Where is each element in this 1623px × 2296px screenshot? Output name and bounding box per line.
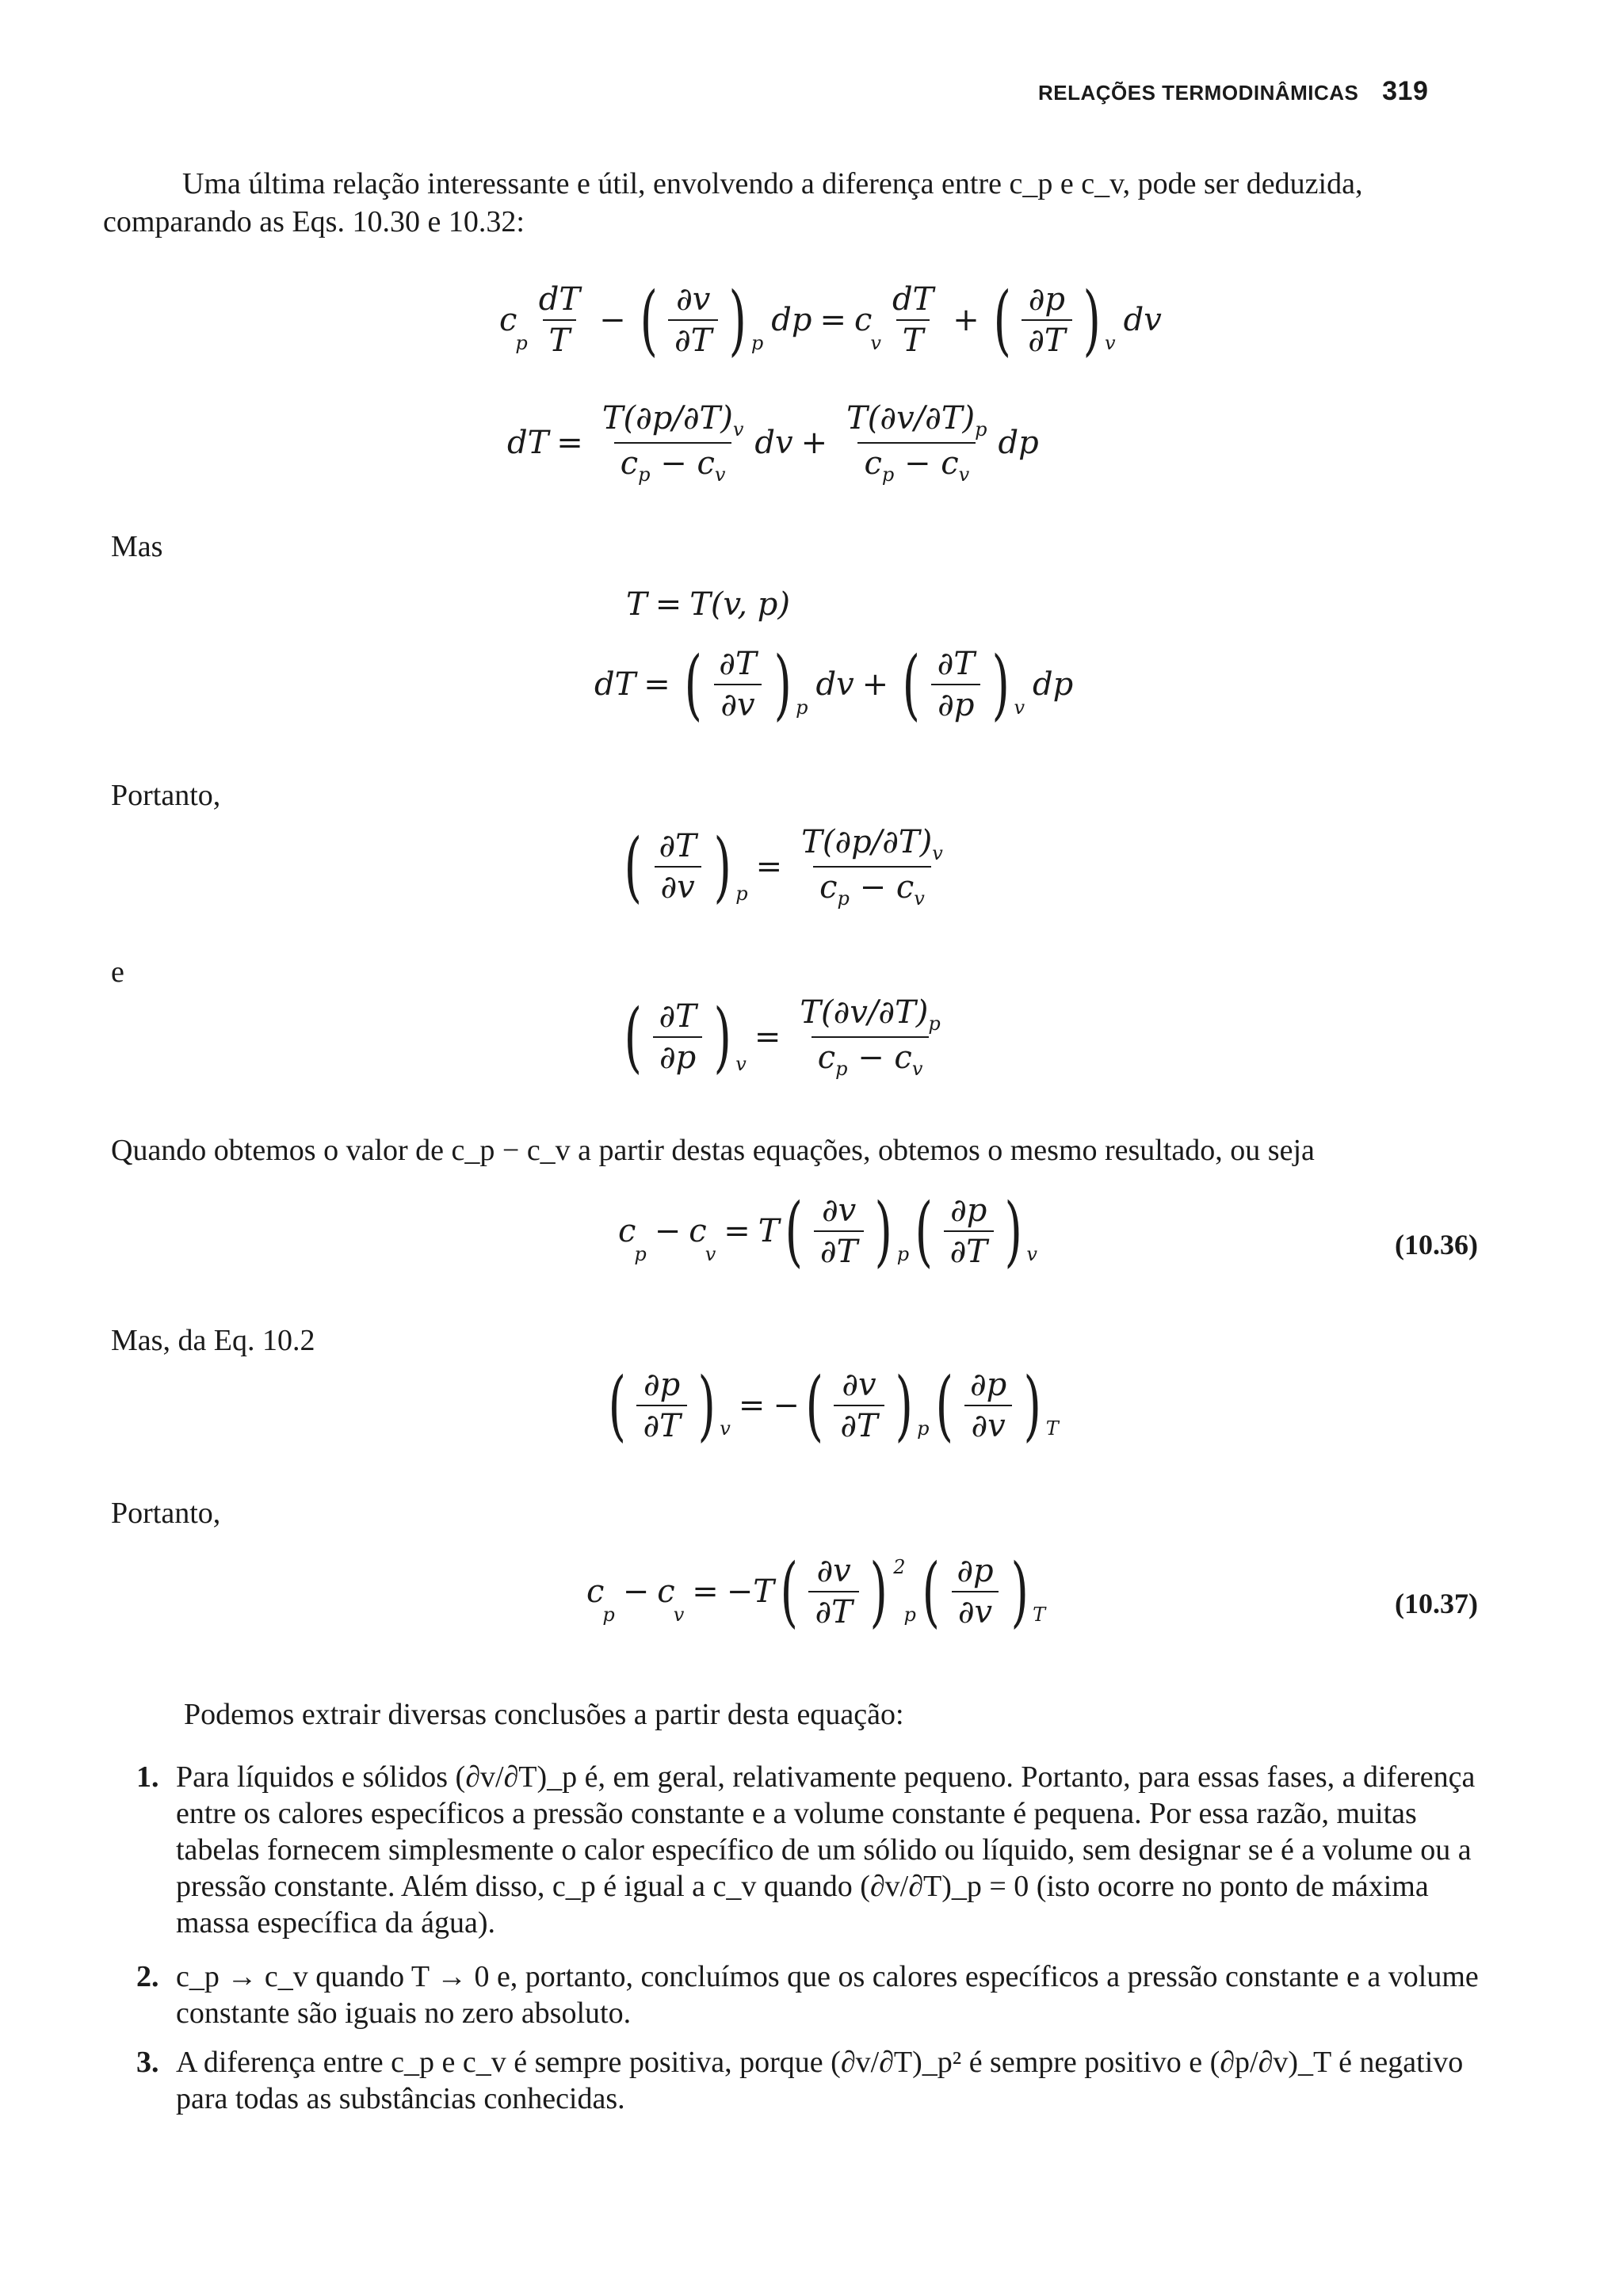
- equation-cyclic-relation: ( $\frac{\partial p}{\partial T}$ ) v = − ( $\frac{\partial v}{\partial T}$ ) p ( $\frac{\partial p}{\partial v}$ ) T: [608, 1361, 1059, 1450]
- equation-10-36: c p − c v = T ( $\frac{\partial v}{\partial T}$ ) p ( $\frac{\partial p}{\partial T}$ ) v: [618, 1187, 1037, 1276]
- page-number: 319: [1382, 76, 1429, 106]
- quando-paragraph: Quando obtemos o valor de c_p − c_v a partir destas equações, obtemos o mesmo resultado, ou seja: [111, 1134, 1315, 1167]
- equation-dT-differential: dT = ( $\frac{\partial T}{\partial v}$ ) p dv + ( $\frac{\partial T}{\partial p}$ ) v dp: [594, 640, 1074, 729]
- list-item: 1. Para líquidos e sólidos (∂v/∂T)_p é, em geral, relativamente pequeno. Portanto, para essas fases, a diferença entre os calores específicos a pressão constante e a volume constante é pequena. Por essa razão, muitas tabelas fornecem simplesmente o calor específico de um sólido ou líquido, sem designar se é a volume ou a pressão constante. Além disso, c_p é igual a c_v quando (∂v/∂T)_p = 0 (isto ocorre no ponto de máxima massa específica da água).: [136, 1760, 1476, 1939]
- list-item: 2. c_p → c_v quando T → 0 e, portanto, concluímos que os calores específicos a pressão constante e a volume constante são iguais no zero absoluto.: [136, 1960, 1479, 2030]
- label-portanto-1: Portanto,: [111, 779, 221, 812]
- conclusions-intro: Podemos extrair diversas conclusões a partir desta equação:: [184, 1698, 904, 1731]
- mas-eq-text: Mas, da Eq. 10.2: [111, 1324, 315, 1357]
- equation-dTdp: ( $\frac{\partial T}{\partial p}$ ) v = $\frac{T(\partial v/\partial T)_p}{c_p - c_v}$: [624, 993, 941, 1081]
- running-header: [1038, 76, 1428, 107]
- equation-dT-expression: dT = $\frac{T(\partial p/\partial T)_v}{c_p - c_v}$ dv + $\frac{T(\partial v/\partial T)_p}{c_p - c_v}$ dp: [507, 400, 1039, 486]
- equation-T-function: T = T(v, p): [626, 586, 790, 623]
- list-item: 3. A diferença entre c_p e c_v é sempre positiva, porque (∂v/∂T)_p² é sempre positivo e (∂p/∂v)_T é negativo para todas as substâncias conhecidas.: [136, 2046, 1464, 2115]
- label-portanto-2: Portanto,: [111, 1497, 221, 1530]
- equation-number-10-36: (10.36): [1395, 1229, 1478, 1261]
- label-e: e: [111, 955, 124, 989]
- running-title: RELAÇÕES TERMODINÂMICAS: [1038, 81, 1359, 105]
- equation-10-37: c p − c v = − T ( $\frac{\partial v}{\partial T}$ ) 2 p ( $\frac{\partial p}{\partial v}$ ) T: [586, 1547, 1046, 1636]
- equation-number-10-37: (10.37): [1395, 1588, 1478, 1619]
- equation-energy-balance: c p $\frac{dT}{T}$ − ( $\frac{\partial v}{\partial T}$ ) p dp = c v $\frac{dT}{T}$ + ( $\frac{\partial p}{\partial T}$ ) v dv: [499, 276, 1162, 364]
- equation-dTdv: ( $\frac{\partial T}{\partial v}$ ) p = $\frac{T(\partial p/\partial T)_v}{c_p - c_v}$: [624, 822, 943, 911]
- intro-paragraph: Uma última relação interessante e útil, envolvendo a diferença entre c_p e c_v, pode ser deduzida, comparando as Eqs. 10.30 e 10.32:: [103, 167, 1363, 238]
- label-mas: Mas: [111, 530, 163, 563]
